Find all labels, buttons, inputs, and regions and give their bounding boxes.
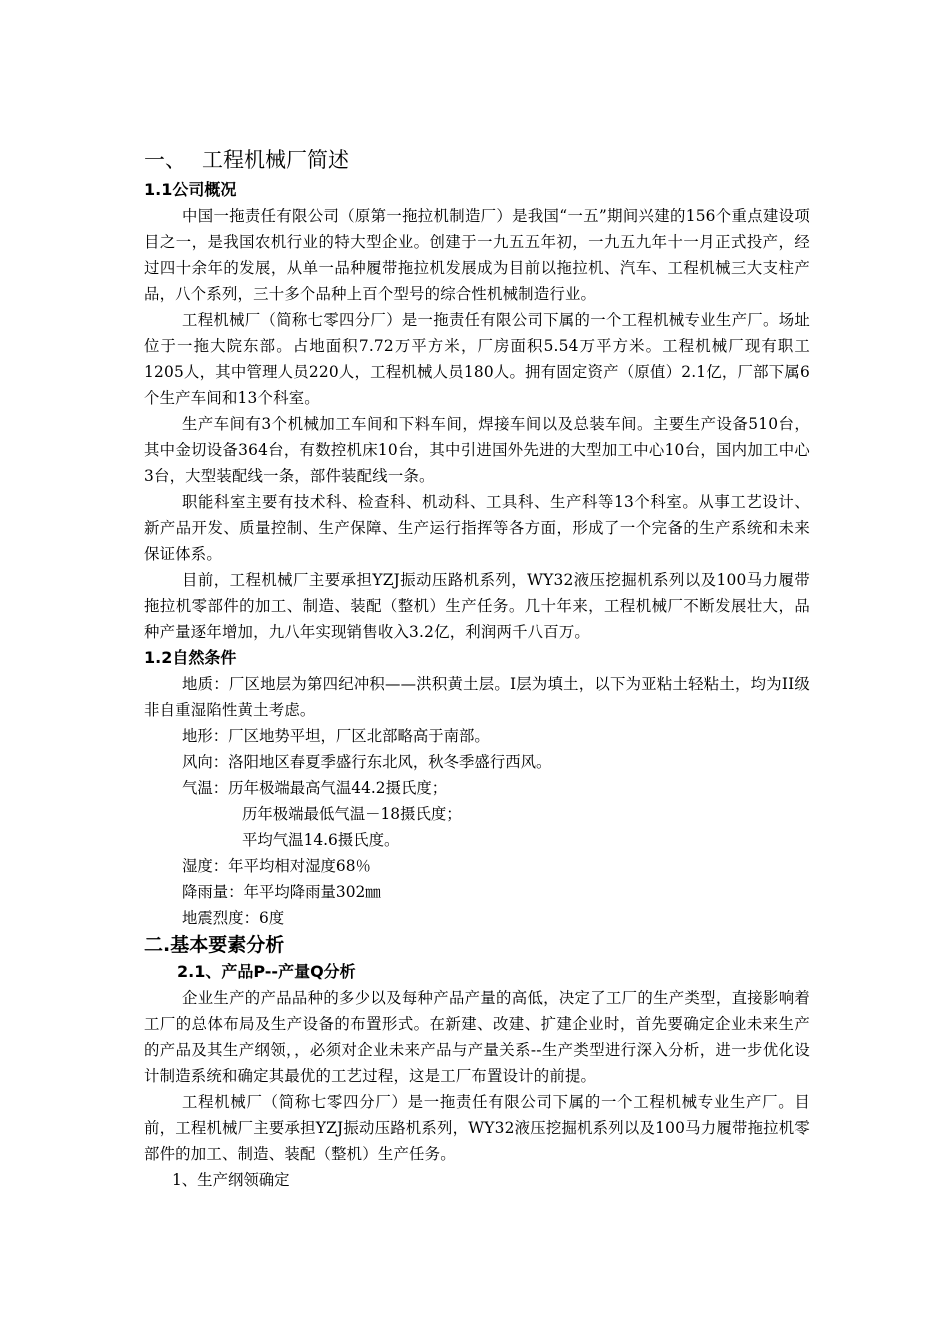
section-1-number: 一、 [144,148,186,172]
section-1-title: 工程机械厂简述 [202,148,349,172]
list-item-production-program: 1、生产纲领确定 [172,1171,290,1189]
subsection-1-1-heading: 1.1公司概况 [144,180,237,199]
paragraph-geology: 地质：厂区地层为第四纪冲积——洪积黄土层。I层为填土，以下为亚粘土轻粘土，均为II级非自重湿陷性黄土考虑。 [144,675,810,719]
line-wind: 风向：洛阳地区春夏季盛行东北风，秋冬季盛行西风。 [182,753,552,771]
paragraph-workshops: 生产车间有3个机械加工车间和下料车间，焊接车间以及总装车间。主要生产设备510台，其中金切设备364台，有数控机床10台，其中引进国外先进的大型加工中心10台，国内加工中心3台，大型装配线一条，部件装配线一条。 [144,415,810,485]
section-2-heading: 二.基本要素分析 [144,934,285,956]
subsection-1-2-heading: 1.2自然条件 [144,648,237,667]
paragraph-company-history: 中国一拖责任有限公司（原第一拖拉机制造厂）是我国“一五”期间兴建的156个重点建设项目之一，是我国农机行业的特大型企业。创建于一九五五年初，一九五九年十一月正式投产，经过四十余年的发展，从单一品种履带拖拉机发展成为目前以拖拉机、汽车、工程机械三大支柱产品，八个系列，三十多个品种上百个型号的综合性机械制造行业。 [144,207,810,303]
section-1-heading [144,143,810,177]
line-temperature-max: 气温：历年极端最高气温44.2摄氏度； [182,779,448,797]
paragraph-factory-tasks: 工程机械厂（简称七零四分厂）是一拖责任有限公司下属的一个工程机械专业生产厂。目前，工程机械厂主要承担YZJ振动压路机系列，WY32液压挖掘机系列以及100马力履带拖拉机零部件的加工、制造、装配（整机）生产任务。 [144,1093,810,1163]
subsection-2-1-heading: 2.1、产品P--产量Q分析 [177,962,356,981]
paragraph-departments: 职能科室主要有技术科、检查科、机动科、工具科、生产科等13个科室。从事工艺设计、新产品开发、质量控制、生产保障、生产运行指挥等各方面，形成了一个完备的生产系统和未来保证体系。 [144,493,810,563]
paragraph-current-tasks: 目前，工程机械厂主要承担YZJ振动压路机系列，WY32液压挖掘机系列以及100马力履带拖拉机零部件的加工、制造、装配（整机）生产任务。几十年来，工程机械厂不断发展壮大，品种产量逐年增加，九八年实现销售收入3.2亿，利润两千八百万。 [144,571,810,641]
line-humidity: 湿度：年平均相对湿度68％ [182,857,371,875]
line-rainfall: 降雨量：年平均降雨量302㎜ [182,883,381,901]
line-terrain: 地形：厂区地势平坦，厂区北部略高于南部。 [182,727,490,745]
line-temperature-avg: 平均气温14.6摄氏度。 [242,831,400,849]
document-page [144,143,810,1193]
line-temperature-min: 历年极端最低气温－18摄氏度； [242,805,462,823]
line-earthquake: 地震烈度：6度 [182,909,285,927]
paragraph-product-analysis: 企业生产的产品品种的多少以及每种产品产量的高低，决定了工厂的生产类型，直接影响着工厂的总体布局及生产设备的布置形式。在新建、改建、扩建企业时，首先要确定企业未来生产的产品及其生产纲领，，必须对企业未来产品与产量关系--生产类型进行深入分析，进一步优化设计制造系统和确定其最优的工艺过程，这是工厂布置设计的前提。 [144,989,810,1085]
paragraph-factory-overview: 工程机械厂（简称七零四分厂）是一拖责任有限公司下属的一个工程机械专业生产厂。场址位于一拖大院东部。占地面积7.72万平方米，厂房面积5.54万平方米。工程机械厂现有职工1205人，其中管理人员220人，工程机械人员180人。拥有固定资产（原值）2.1亿，厂部下属6个生产车间和13个科室。 [144,311,810,407]
